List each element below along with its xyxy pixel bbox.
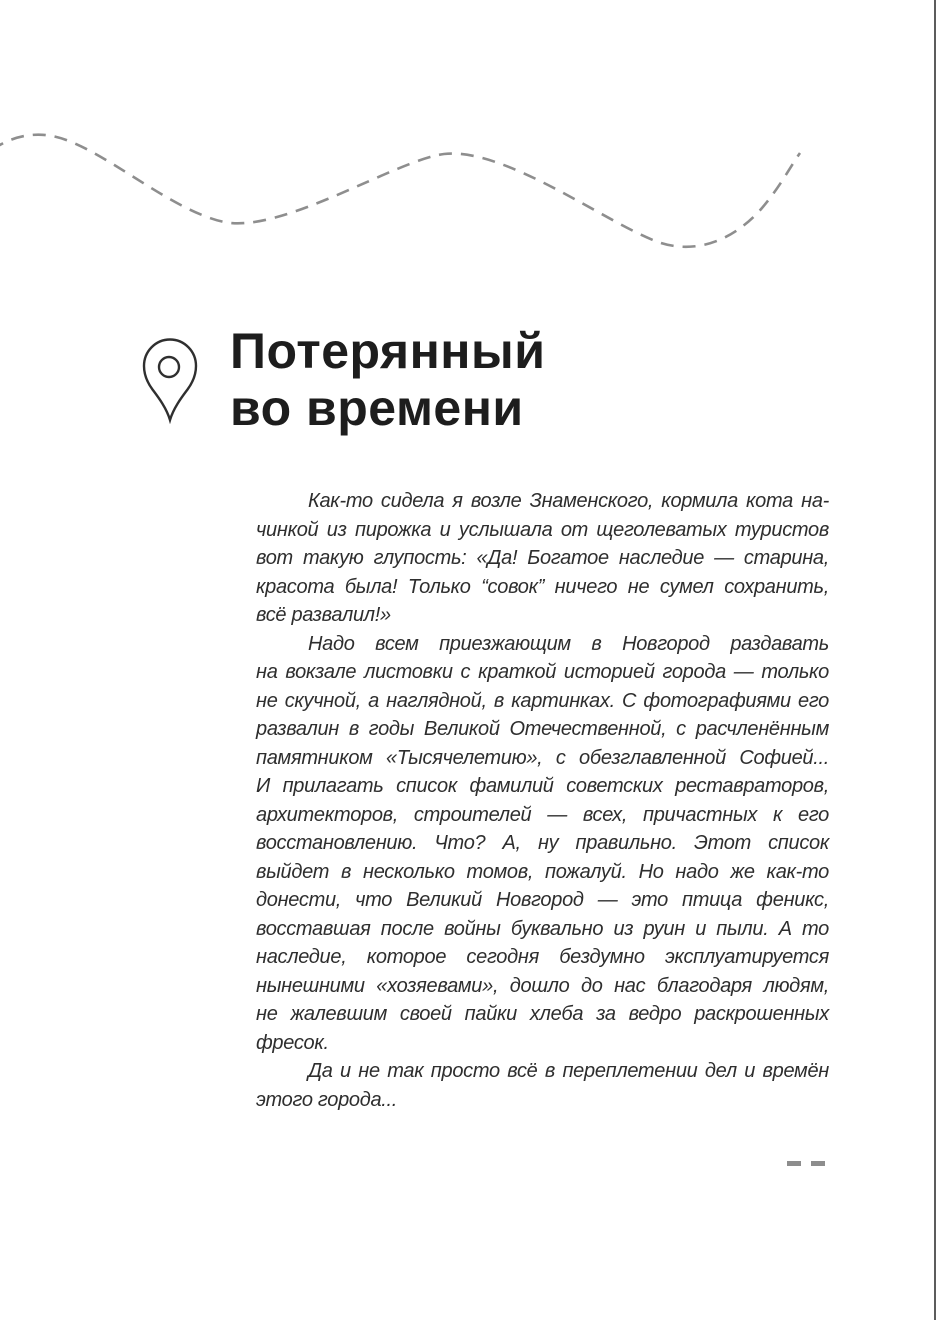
body-text — [256, 487, 829, 1114]
chapter-title — [230, 323, 545, 437]
text-line: фресок. — [256, 1031, 329, 1054]
text-line: красота была! Только “совок” ничего не сумел сохранить, — [256, 575, 829, 598]
text-line: Как-то сидела я возле Знаменского, кормила кота на- — [308, 490, 829, 512]
text-line: И прилагать список фамилий советских реставраторов, — [256, 775, 829, 797]
text-line: этого города... — [256, 1088, 398, 1111]
chapter-title-line2: во времени — [230, 380, 524, 436]
text-line: выйдет в несколько томов, пожалуй. Но надо же как-то — [256, 860, 829, 883]
text-line: архитекторов, строителей — всех, причастных к его — [256, 803, 829, 826]
page-edge-line — [934, 0, 936, 1320]
text-line: донести, что Великий Новгород — это птица феникс, — [256, 889, 829, 911]
text-line: на вокзале листовки с краткой историей города — только — [256, 661, 829, 683]
text-line: восставшая после войны буквально из руин и пыли. А то — [256, 917, 829, 940]
text-line: Да и не так просто всё в переплетении дел и времён — [308, 1060, 829, 1082]
text-line: чинкой из пирожка и услышала от щеголеватых туристов — [256, 518, 829, 541]
text-line: не жалевшим своей пайки хлеба за ведро раскрошенных — [256, 1003, 829, 1025]
dash-icon — [787, 1161, 801, 1166]
text-line: развалин в годы Великой Отечественной, с расчленённым — [256, 718, 829, 740]
chapter-title-line1: Потерянный — [230, 323, 546, 379]
page-dashes-decoration — [787, 1161, 825, 1166]
text-line: вот такую глупость: «Да! Богатое наследие — старина, — [256, 547, 829, 569]
text-line: всё развалил!» — [256, 604, 391, 626]
dash-icon — [811, 1161, 825, 1166]
dashed-wave-decoration — [0, 120, 937, 270]
text-line: наследие, которое сегодня бездумно эксплуатируется — [256, 946, 829, 968]
text-line: восстановлению. Что? А, ну правильно. Этот список — [256, 832, 829, 854]
text-line: памятником «Тысячелетию», с обезглавленной Софией... — [256, 746, 829, 769]
location-pin-icon — [138, 336, 202, 424]
text-line: Надо всем приезжающим в Новгород раздавать — [308, 632, 829, 655]
text-line: не скучной, а наглядной, в картинках. С фотографиями его — [256, 689, 829, 712]
text-line: нынешними «хозяевами», дошло до нас благодаря людям, — [256, 974, 829, 997]
